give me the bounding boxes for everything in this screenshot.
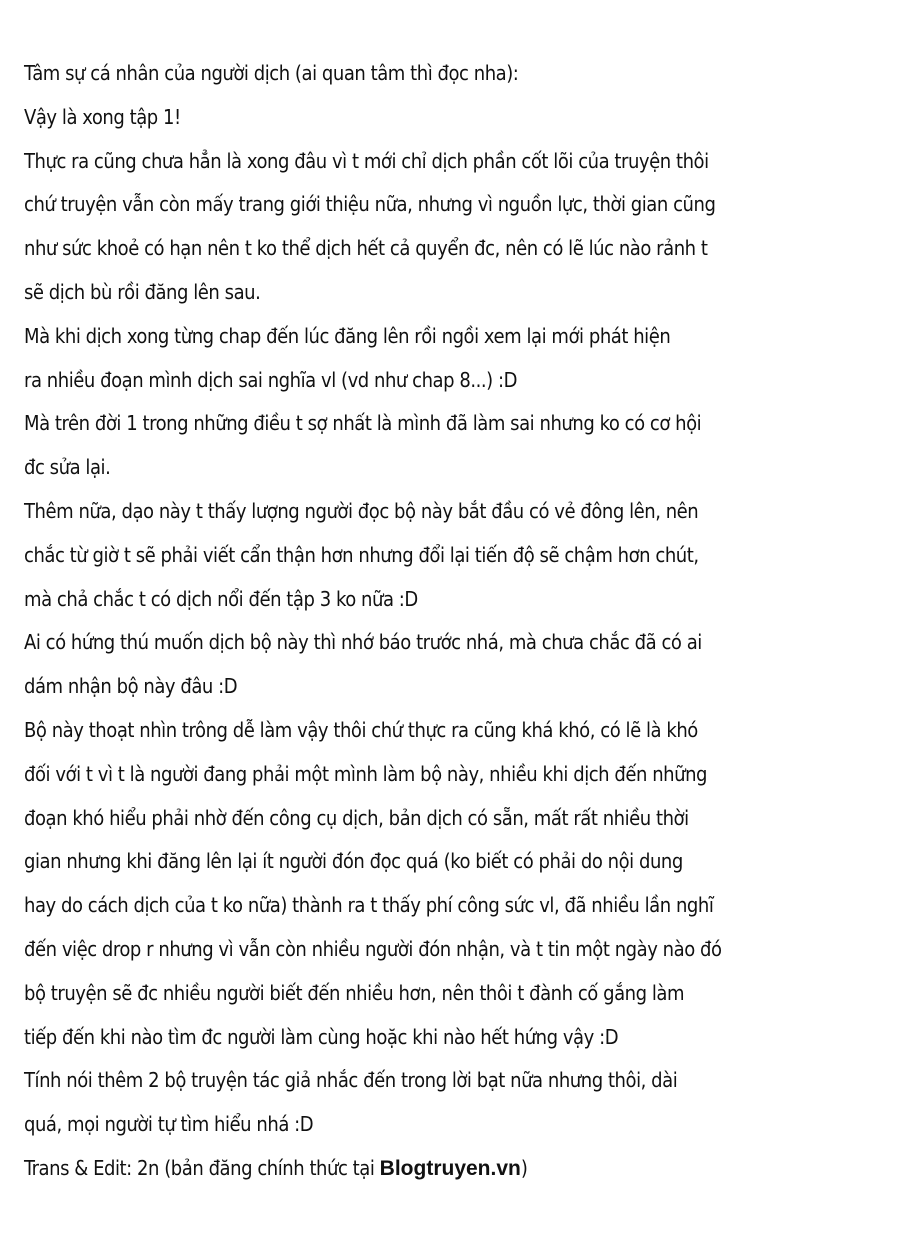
note-line: đc sửa lại.	[24, 455, 111, 480]
note-line: chắc từ giờ t sẽ phải viết cẩn thận hơn nhưng đổi lại tiến độ sẽ chậm hơn chút,	[24, 542, 699, 567]
note-heading: Tâm sự cá nhân của người dịch (ai quan tâm thì đọc nha):	[24, 61, 519, 85]
note-line: ra nhiều đoạn mình dịch sai nghĩa vl (vd như chap 8...) :D	[24, 367, 517, 392]
note-line: Vậy là xong tập 1!	[24, 104, 181, 129]
note-line: quá, mọi người tự tìm hiểu nhá :D	[24, 1112, 314, 1137]
note-line: Thực ra cũng chưa hẳn là xong đâu vì t mới chỉ dịch phần cốt lõi của truyện thôi	[24, 148, 709, 173]
note-line: hay do cách dịch của t ko nữa) thành ra t thấy phí công sức vl, đã nhiều lần nghĩ	[24, 893, 714, 918]
note-line: chứ truyện vẫn còn mấy trang giới thiệu nữa, nhưng vì nguồn lực, thời gian cũng	[24, 192, 716, 217]
note-line: dám nhận bộ này đâu :D	[24, 674, 238, 699]
translator-note-text	[24, 52, 886, 1191]
note-line: tiếp đến khi nào tìm đc người làm cùng hoặc khi nào hết hứng vậy :D	[24, 1024, 619, 1049]
note-line: Tính nói thêm 2 bộ truyện tác giả nhắc đến trong lời bạt nữa nhưng thôi, dài	[24, 1068, 678, 1093]
note-line: đoạn khó hiểu phải nhờ đến công cụ dịch, bản dịch có sẵn, mất rất nhiều thời	[24, 805, 689, 830]
note-line: bộ truyện sẽ đc nhiều người biết đến nhiều hơn, nên thôi t đành cố gắng làm	[24, 980, 685, 1005]
note-line: Mà trên đời 1 trong những điều t sợ nhất là mình đã làm sai nhưng ko có cơ hội	[24, 411, 702, 436]
note-line: sẽ dịch bù rồi đăng lên sau.	[24, 279, 261, 304]
note-line: đối với t vì t là người đang phải một mình làm bộ này, nhiều khi dịch đến những	[24, 761, 708, 786]
credit-suffix: )	[520, 1155, 528, 1180]
credit-prefix: Trans & Edit: 2n (bản đăng chính thức tại	[24, 1155, 380, 1180]
note-line: Ai có hứng thú muốn dịch bộ này thì nhớ báo trước nhá, mà chưa chắc đã có ai	[24, 630, 702, 655]
note-line: Bộ này thoạt nhìn trông dễ làm vậy thôi chứ thực ra cũng khá khó, có lẽ là khó	[24, 717, 698, 742]
credit-line	[24, 1147, 886, 1191]
credit-site-name: Blogtruyen.vn	[379, 1156, 521, 1180]
note-line: gian nhưng khi đăng lên lại ít người đón đọc quá (ko biết có phải do nội dung	[24, 849, 683, 874]
note-line: Mà khi dịch xong từng chap đến lúc đăng lên rồi ngồi xem lại mới phát hiện	[24, 323, 671, 348]
note-line: mà chả chắc t có dịch nổi đến tập 3 ko nữa :D	[24, 586, 418, 611]
note-line: Thêm nữa, dạo này t thấy lượng người đọc bộ này bắt đầu có vẻ đông lên, nên	[24, 498, 699, 523]
note-line: như sức khoẻ có hạn nên t ko thể dịch hết cả quyển đc, nên có lẽ lúc nào rảnh t	[24, 236, 708, 261]
note-line: đến việc drop r nhưng vì vẫn còn nhiều người đón nhận, và t tin một ngày nào đó	[24, 936, 722, 961]
